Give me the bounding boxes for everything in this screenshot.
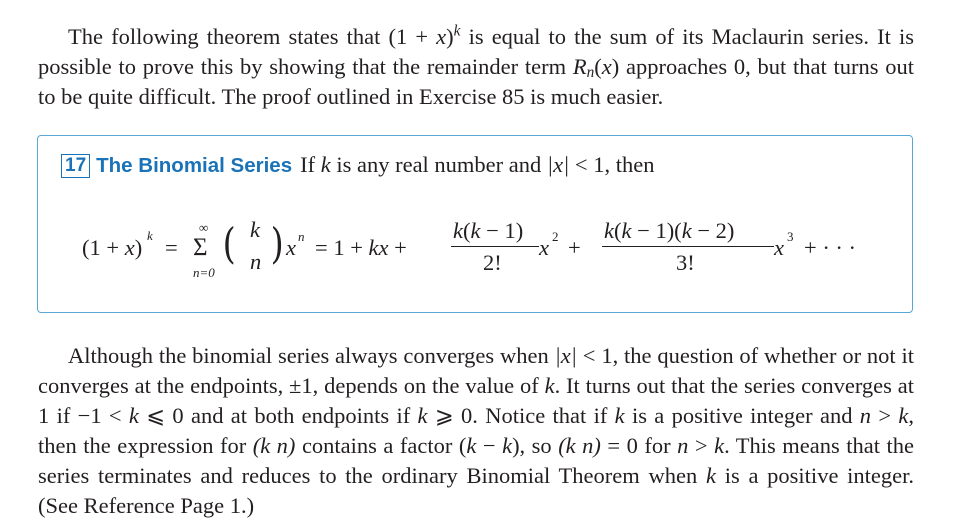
- binom-right-paren: ): [270, 219, 284, 268]
- intro-paragraph: The following theorem states that $(1 + x)^k$ is equal to the sum of its Maclaurin series. It is possible to prove this by showing that the remainder term $R_n(x)$ approaches 0, but that turns out to be quite difficult. The proof outlined in Exercise 85 is much easier.: [38, 22, 914, 109]
- formula-tail: + · · ·: [804, 235, 857, 260]
- fraction1-x: x: [539, 235, 549, 260]
- binom-top: k: [250, 217, 260, 242]
- formula-rhs-start: = 1 + kx +: [315, 235, 407, 260]
- discussion-paragraph: Although the binomial series always converges when |x| < 1, the question of whether or not it converges at the endpoints, ±1, depends on the value of k. It turns out that the series converges at 1 if −1 < k ⩽ 0 and at both endpoints if k ⩾ 0. Notice that if k is a positive integer and n > k, then the expression for (k n) contains a factor (k − k), so (k n) = 0 for n > k. This means that the series terminates and reduces to the ordinary Binomial Theorem when k is a positive integer. (See Reference Page 1.): [38, 343, 915, 518]
- formula-lhs-exponent: k: [147, 228, 153, 243]
- fraction1-exponent: 2: [552, 229, 559, 244]
- sum-upper-limit: ∞: [199, 220, 209, 235]
- fraction2-numerator: k(k − 1)(k − 2): [604, 218, 735, 243]
- theorem-number: 17: [61, 154, 90, 178]
- formula-lhs: (1 + x): [82, 235, 143, 260]
- binomial-series-formula: [38, 136, 914, 314]
- fraction2-exponent: 3: [787, 229, 794, 244]
- term-exponent: n: [298, 229, 305, 244]
- sum-symbol: Σ: [193, 234, 208, 261]
- fraction1-numerator: k(k − 1): [453, 218, 524, 243]
- theorem-box: [37, 135, 913, 313]
- fraction1-bar: [451, 246, 539, 247]
- binomial-coefficient-inline-2: (k n): [558, 433, 601, 458]
- fraction2-bar: [602, 246, 774, 247]
- formula-plus: +: [568, 235, 581, 260]
- binom-left-paren: (: [222, 219, 236, 268]
- fraction2-x: x: [774, 235, 784, 260]
- fraction2-denominator: 3!: [676, 250, 695, 275]
- sum-lower-limit: n=0: [193, 265, 215, 280]
- term-x: x: [286, 235, 296, 260]
- theorem-title: The Binomial Series: [96, 154, 293, 177]
- formula-equals: =: [165, 235, 178, 260]
- fraction1-denominator: 2!: [483, 250, 502, 275]
- theorem-header: 17 The Binomial Series If k is any real number and |x| < 1, then: [61, 150, 654, 181]
- binom-bottom: n: [250, 249, 262, 274]
- binomial-coefficient-inline-1: (k n): [252, 433, 296, 458]
